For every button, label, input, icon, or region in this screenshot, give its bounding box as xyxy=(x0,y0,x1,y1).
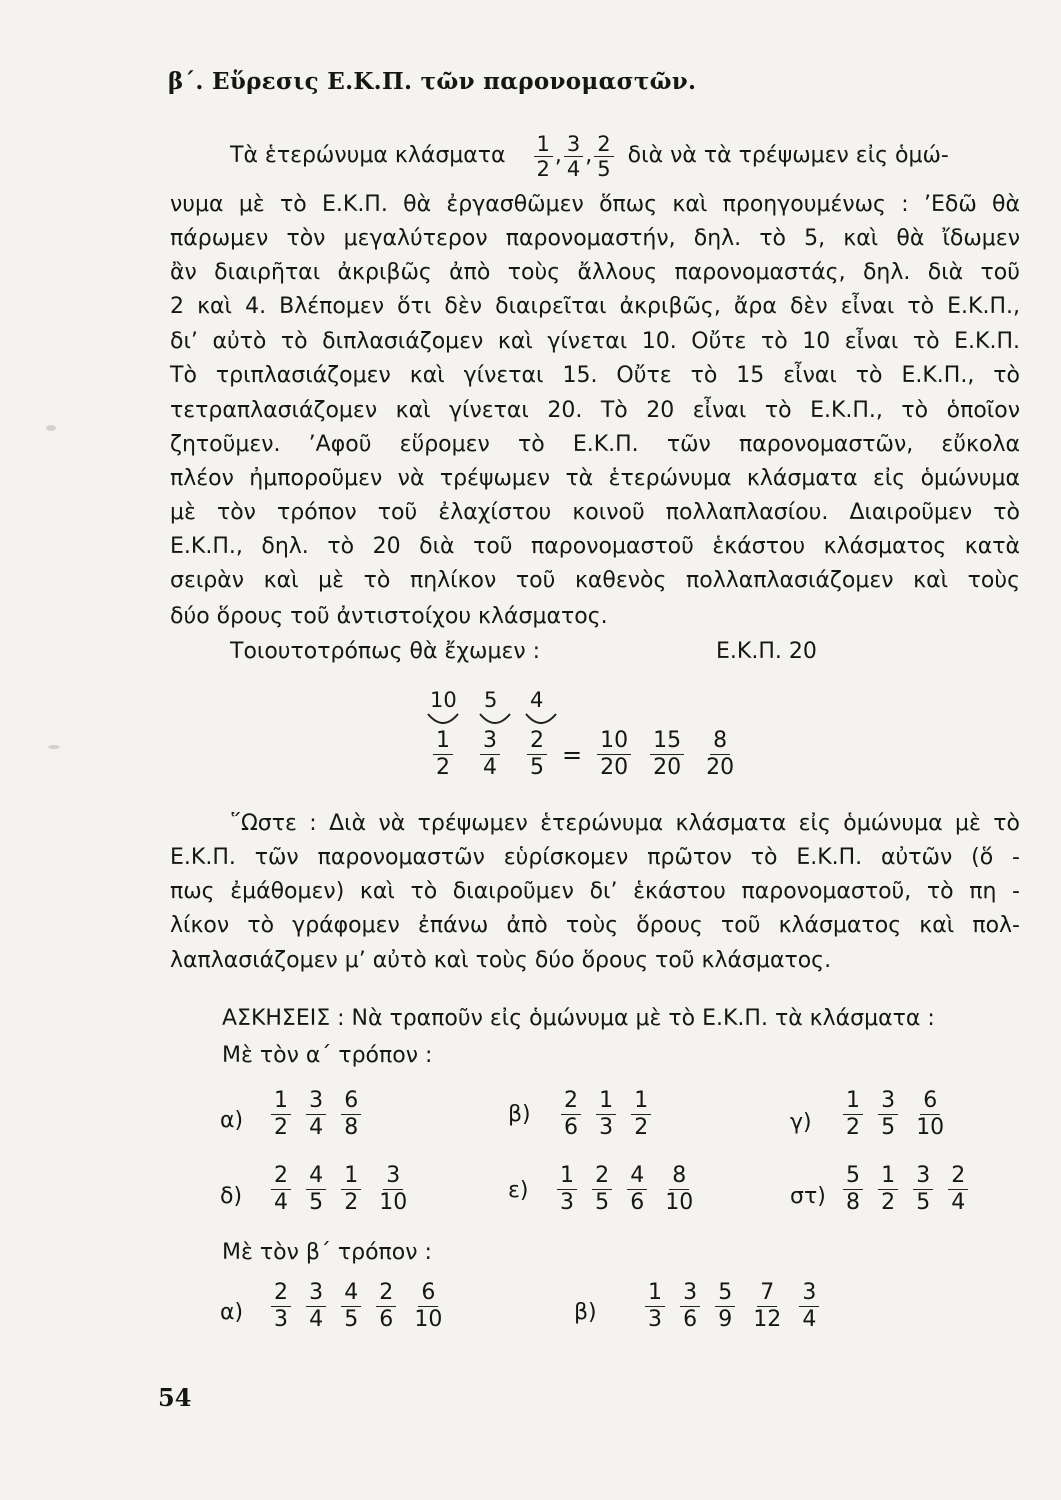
fraction: $\frac{1}{2}$ xyxy=(878,1163,898,1216)
exercises-title: ΑΣΚΗΣΕΙΣ : Νὰ τραποῦν εἰς ὁμώνυμα μὲ τὸ Ε.Κ.Π. τὰ κλάσματα : xyxy=(222,1006,935,1031)
fraction: $\frac{2}{5}$ xyxy=(594,132,613,181)
fraction: $\frac{4}{5}$ xyxy=(341,1280,361,1333)
exercise-label: α) xyxy=(220,1300,244,1325)
paragraph-line: δύο ὅρους τοῦ ἀντιστοίχου κλάσματος. xyxy=(170,604,608,629)
fraction: $\frac{2}{5}$ xyxy=(592,1163,612,1216)
exercise-fractions xyxy=(266,1088,366,1141)
fraction: $\frac{15}{20}$ xyxy=(650,728,684,781)
fraction: $\frac{1}{3}$ xyxy=(557,1163,577,1216)
fraction: $\frac{1}{3}$ xyxy=(645,1280,665,1333)
fraction: $\frac{10}{20}$ xyxy=(597,728,631,781)
exercise-label: α) xyxy=(220,1108,244,1133)
brace-mark xyxy=(480,714,510,723)
rule-line: πως ἐμάθομεν) καὶ τὸ διαιροῦμεν δι’ ἑκάστου παρονομαστοῦ, τὸ πη - xyxy=(170,879,1020,904)
equals-sign: = xyxy=(562,740,583,769)
fraction: $\frac{1}{2}$ xyxy=(271,1088,291,1141)
exercise-fractions xyxy=(552,1163,701,1216)
rule-line: ῞Ωστε : Διὰ νὰ τρέψωμεν ἑτερώνυμα κλάσματα εἰς ὁμώνυμα μὲ τὸ xyxy=(230,811,1020,836)
fraction: $\frac{3}{6}$ xyxy=(680,1280,700,1333)
fraction: $\frac{2}{4}$ xyxy=(271,1163,291,1216)
method-2-heading: Μὲ τὸν β΄ τρόπον : xyxy=(222,1240,432,1265)
method-1-heading: Μὲ τὸν α΄ τρόπον : xyxy=(222,1043,433,1068)
paragraph-line: νυμα μὲ τὸ Ε.Κ.Π. θὰ ἐργασθῶμεν ὅπως καὶ προηγουμένως : ’Εδῶ θὰ xyxy=(170,192,1020,217)
paragraph-line: Τὸ τριπλασιάζομεν καὶ γίνεται 15. Οὔτε τὸ 15 εἶναι τὸ Ε.Κ.Π., τὸ xyxy=(170,363,1020,388)
fraction: $\frac{8}{20}$ xyxy=(706,728,735,780)
fraction: $\frac{3}{5}$ xyxy=(913,1163,933,1216)
exercise-label: δ) xyxy=(220,1184,243,1209)
fraction: $\frac{2}{6}$ xyxy=(376,1280,396,1333)
paragraph-line: ζητοῦμεν. ’Αφοῦ εὕρομεν τὸ Ε.Κ.Π. τῶν παρονομαστῶν, εὔκολα xyxy=(170,432,1020,457)
intro-before: Τὰ ἑτερώνυμα κλάσματα xyxy=(230,143,506,168)
paragraph-line: πάρωμεν τὸν μεγαλύτερον παρονομαστήν, δηλ. τὸ 5, καὶ θὰ ἴδωμεν xyxy=(170,226,1020,251)
page-number: 54 xyxy=(158,1383,192,1412)
exercise-fractions xyxy=(640,1280,824,1333)
intro-line xyxy=(230,124,1030,188)
fraction: $\frac{4}{6}$ xyxy=(627,1163,647,1216)
multiplier: 4 xyxy=(530,688,544,712)
fraction: $\frac{5}{8}$ xyxy=(843,1163,863,1216)
scan-speck xyxy=(46,425,56,431)
fraction: $\frac{6}{10}$ xyxy=(916,1088,945,1140)
fraction: $\frac{2}{4}$ xyxy=(948,1163,968,1216)
exercise-label: γ) xyxy=(790,1110,812,1135)
comma: , xyxy=(585,143,593,168)
section-heading: β΄. Εὕρεσις Ε.Κ.Π. τῶν παρονομαστῶν. xyxy=(168,68,697,95)
fraction: $\frac{1}{2}$ xyxy=(631,1088,651,1141)
exercise-label: β) xyxy=(508,1102,531,1127)
intro-after: διὰ νὰ τὰ τρέψωμεν εἰς ὁμώ- xyxy=(627,143,949,168)
fraction: $\frac{3}{5}$ xyxy=(878,1088,898,1141)
fraction: $\frac{1}{3}$ xyxy=(596,1088,616,1141)
fraction: $\frac{1}{2}$ xyxy=(534,132,553,181)
fraction: $\frac{3}{4}$ xyxy=(480,728,500,781)
exercise-fractions xyxy=(838,1163,973,1216)
lcm-label: Ε.Κ.Π. 20 xyxy=(716,639,817,664)
exercise-fractions xyxy=(266,1163,415,1216)
multiplier: 10 xyxy=(430,688,457,712)
paragraph-line: τετραπλασιάζομεν καὶ γίνεται 20. Τὸ 20 εἶναι τὸ Ε.Κ.Π., τὸ ὁποῖον xyxy=(170,398,1020,423)
fraction: $\frac{2}{3}$ xyxy=(271,1280,291,1333)
example-lead: Τοιουτοτρόπως θὰ ἔχωμεν : xyxy=(230,639,541,664)
fraction: $\frac{3}{4}$ xyxy=(306,1280,326,1333)
paragraph-line: μὲ τὸν τρόπον τοῦ ἐλαχίστου κοινοῦ πολλαπλασίου. Διαιροῦμεν τὸ xyxy=(170,500,1020,525)
exercise-label: β) xyxy=(574,1300,597,1325)
fraction: $\frac{3}{4}$ xyxy=(799,1280,819,1333)
brace-mark xyxy=(526,714,556,723)
fraction: $\frac{3}{4}$ xyxy=(306,1088,326,1141)
brace-mark xyxy=(428,714,458,723)
example-equation xyxy=(428,728,742,781)
fraction: $\frac{1}{2}$ xyxy=(341,1163,361,1216)
exercise-fractions xyxy=(838,1088,952,1141)
fraction: $\frac{2}{5}$ xyxy=(527,728,547,781)
fraction: $\frac{3}{4}$ xyxy=(564,132,583,181)
scan-speck xyxy=(48,745,60,749)
multiplier: 5 xyxy=(484,688,498,712)
paragraph-line: σειρὰν καὶ μὲ τὸ πηλίκον τοῦ καθενὸς πολλαπλασιάζομεν καὶ τοὺς xyxy=(170,568,1020,593)
rule-line: Ε.Κ.Π. τῶν παρονομαστῶν εὑρίσκομεν πρῶτον τὸ Ε.Κ.Π. αὐτῶν (ὅ - xyxy=(170,845,1020,870)
paragraph-line: 2 καὶ 4. Βλέπομεν ὅτι δὲν διαιρεῖται ἀκριβῶς, ἄρα δὲν εἶναι τὸ Ε.Κ.Π., xyxy=(170,294,1020,319)
rule-line: λίκον τὸ γράφομεν ἐπάνω ἀπὸ τοὺς ὅρους τοῦ κλάσματος καὶ πολ- xyxy=(170,913,1020,938)
fraction: $\frac{1}{2}$ xyxy=(433,728,453,781)
rule-line: λαπλασιάζομεν μ’ αὐτὸ καὶ τοὺς δύο ὅρους τοῦ κλάσματος. xyxy=(170,948,832,973)
fraction: $\frac{7}{12}$ xyxy=(753,1280,782,1332)
exercise-label: στ) xyxy=(790,1184,826,1209)
paragraph-line: δι’ αὐτὸ τὸ διπλασιάζομεν καὶ γίνεται 10. Οὔτε τὸ 10 εἶναι τὸ Ε.Κ.Π. xyxy=(170,329,1020,354)
paragraph-line: πλέον ἠμποροῦμεν νὰ τρέψωμεν τὰ ἑτερώνυμα κλάσματα εἰς ὁμώνυμα xyxy=(170,466,1020,491)
paragraph-line: ἂν διαιρῆται ἀκριβῶς ἀπὸ τοὺς ἄλλους παρονομαστάς, δηλ. διὰ τοῦ xyxy=(170,260,1020,285)
exercise-fractions xyxy=(266,1280,450,1333)
fraction: $\frac{8}{10}$ xyxy=(665,1163,694,1215)
fraction: $\frac{5}{9}$ xyxy=(715,1280,735,1333)
fraction: $\frac{6}{10}$ xyxy=(414,1280,443,1332)
paragraph-line: Ε.Κ.Π., δηλ. τὸ 20 διὰ τοῦ παρονομαστοῦ ἑκάστου κλάσματος κατὰ xyxy=(170,534,1020,559)
exercise-label: ε) xyxy=(508,1178,529,1203)
comma: , xyxy=(554,143,562,168)
fraction: $\frac{3}{10}$ xyxy=(379,1163,408,1215)
fraction: $\frac{1}{2}$ xyxy=(843,1088,863,1141)
fraction: $\frac{6}{8}$ xyxy=(341,1088,361,1141)
fraction: $\frac{4}{5}$ xyxy=(306,1163,326,1216)
exercise-fractions xyxy=(556,1088,656,1141)
fraction: $\frac{2}{6}$ xyxy=(561,1088,581,1141)
